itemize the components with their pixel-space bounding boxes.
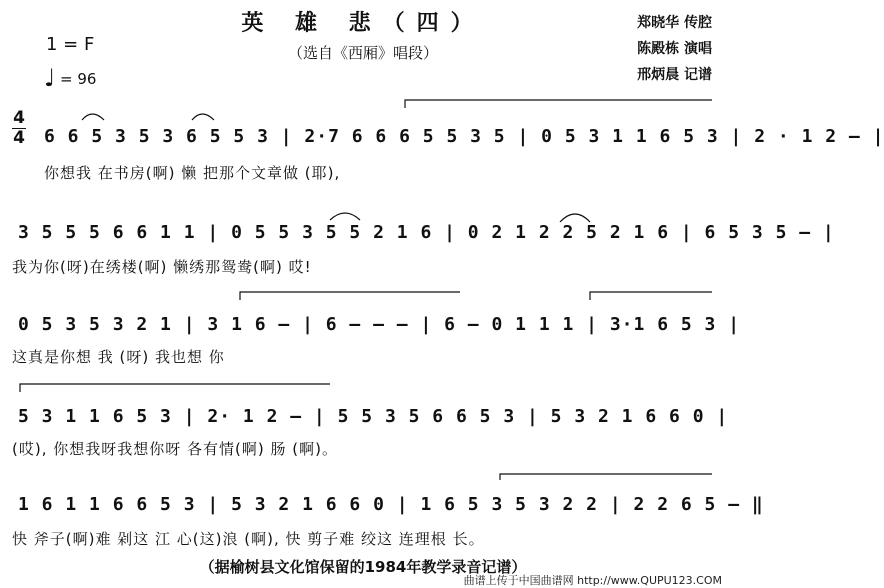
system-2-notes: 3 5 5 5 6 6 1 1 | 0 5 5 3 5 5 2 1 6 | 0 2 1 2 2 5 2 1 6 | 6 5 3 5 – | xyxy=(18,222,835,243)
song-title: 英 雄 悲（四） xyxy=(241,11,485,36)
source-note: （据榆树县文化馆保留的1984年教学录音记谱） xyxy=(199,558,527,576)
key-signature: 1 = F xyxy=(46,34,95,55)
system-5-lyrics: 快 斧子(啊)难 剁这 江 心(这)浪 (啊), 快 剪子难 绞这 连理根 长。 xyxy=(12,530,485,548)
site-watermark: 曲谱上传于中国曲谱网 http://www.QUPU123.COM xyxy=(463,574,722,587)
system-4-lyrics: (哎), 你想我呀我想你呀 各有情(啊) 肠 (啊)。 xyxy=(12,440,338,458)
credit-line-notation: 邢炳晨 记谱 xyxy=(637,67,712,83)
system-2-lyrics: 我为你(呀)在绣楼(啊) 懒绣那鸳鸯(啊) 哎! xyxy=(12,258,312,276)
tempo-marking: = 96 xyxy=(60,70,97,88)
time-signature-top: 4 xyxy=(13,108,25,128)
time-signature-bottom: 4 xyxy=(13,128,25,148)
system-1-lyrics: 你想我 在书房(啊) 懒 把那个文章做 (耶), xyxy=(44,164,341,182)
credit-line-perform: 陈殿栋 演唱 xyxy=(637,41,712,57)
song-subtitle: （选自《西厢》唱段） xyxy=(287,44,438,62)
system-4-notes: 5 3 1 1 6 5 3 | 2· 1 2 – | 5 5 3 5 6 6 5 3 | 5 3 2 1 6 6 0 | xyxy=(18,406,729,427)
system-3-lyrics: 这真是你想 我 (呀) 我也想 你 xyxy=(12,348,225,366)
credit-line-transmit: 郑晓华 传腔 xyxy=(637,15,712,31)
system-5-notes: 1 6 1 1 6 6 5 3 | 5 3 2 1 6 6 0 | 1 6 5 3 5 3 2 2 | 2 2 6 5 – ‖ xyxy=(18,494,764,515)
quarter-note-icon: ♩ xyxy=(44,64,56,92)
system-3-notes: 0 5 3 5 3 2 1 | 3 1 6 – | 6 – – – | 6 – 0 1 1 1 | 3·1 6 5 3 | xyxy=(18,314,741,335)
system-1-notes: 6 6 5 3 5 3 6 5 5 3 | 2·7 6 6 6 5 5 3 5 | 0 5 3 1 1 6 5 3 | 2 · 1 2 – | xyxy=(44,126,884,147)
